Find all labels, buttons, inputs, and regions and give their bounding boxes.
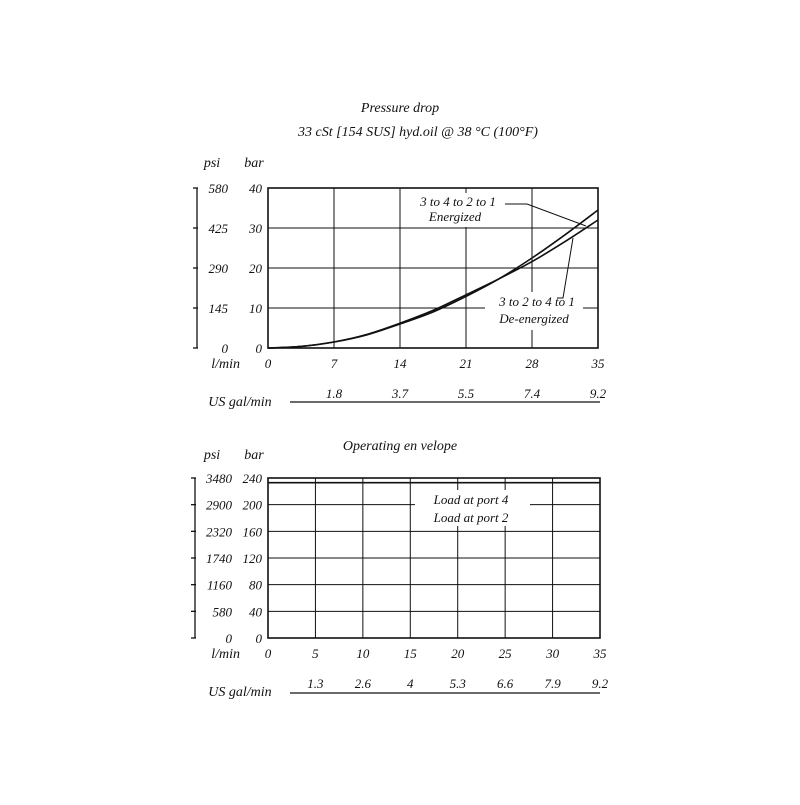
psi-tick-label: 2320 [206,524,232,540]
bar-tick-label: 20 [249,261,262,276]
x-tick-label: 0 [264,646,272,661]
gal-tick-label: 9.2 [591,676,609,691]
x-axis-label: l/min [211,647,240,662]
x2-axis-label: US gal/min [208,395,272,410]
gal-tick-label: 7.4 [523,386,541,401]
annotation-deenergized-line1: 3 to 2 to 4 to 1 [499,294,575,309]
x-tick-label: 10 [356,646,370,661]
chart-title: Operating en velope [342,439,458,454]
psi-axis-label: psi [203,448,221,463]
gal-tick-label: 1.8 [325,386,343,401]
gal-tick-label: 4 [407,676,414,691]
x-tick-label: 30 [546,646,560,661]
x-tick-label: 25 [498,646,512,661]
x-tick-label: 35 [591,356,605,371]
x-tick-label: 15 [403,646,417,661]
annotation-port4: Load at port 4 [433,492,509,507]
psi-tick-label: 290 [208,261,228,276]
bar-axis-label: bar [244,156,264,171]
x-axis-label: l/min [211,357,240,372]
chart-subtitle: 33 cSt [154 SUS] hyd.oil @ 38 °C (100°F) [298,125,538,140]
gal-tick-label: 5.5 [457,386,475,401]
annotation-port2: Load at port 2 [433,510,509,525]
psi-tick-label: 1160 [206,577,232,593]
bar-tick-label: 10 [249,301,262,316]
annotation-energized-line1: 3 to 4 to 2 to 1 [420,194,496,209]
x-tick-label: 5 [312,646,319,661]
x-tick-label: 20 [451,646,465,661]
bar-tick-label: 200 [242,497,262,513]
leader-line-energized [505,204,586,226]
bar-tick-label: 40 [249,181,262,196]
gal-tick-label: 9.2 [589,386,607,401]
x-tick-label: 7 [330,356,338,371]
annotation-energized-line2: Energized [428,209,482,224]
psi-tick-label: 425 [208,221,228,236]
gal-tick-label: 5.3 [449,676,466,691]
x-tick-label: 35 [593,646,607,661]
chart-title: Pressure drop [360,101,440,116]
bar-tick-label: 30 [249,221,262,236]
bar-tick-label: 0 [255,341,262,356]
psi-tick-label: 2900 [206,497,232,513]
psi-tick-label: 1740 [206,551,232,566]
gal-tick-label: 3.7 [391,386,409,401]
bar-tick-label: 160 [242,524,262,540]
psi-tick-label: 580 [212,604,232,620]
psi-tick-label: 0 [225,631,232,646]
psi-tick-label: 0 [221,341,228,356]
bar-axis-label: bar [244,448,264,463]
gal-tick-label: 1.3 [307,676,324,691]
psi-axis-label: psi [203,156,221,171]
x-tick-label: 21 [459,356,473,371]
gal-tick-label: 2.6 [354,676,371,691]
gal-tick-label: 6.6 [497,676,514,691]
x-tick-label: 0 [264,356,272,371]
bar-tick-label: 40 [249,604,262,620]
x-tick-label: 14 [393,356,407,371]
psi-tick-label: 145 [208,301,228,316]
psi-tick-label: 580 [208,181,228,196]
x2-axis-label: US gal/min [208,685,272,700]
bar-tick-label: 0 [255,631,262,646]
bar-tick-label: 240 [242,471,262,486]
gal-tick-label: 7.9 [544,676,561,691]
bar-tick-label: 120 [242,551,262,566]
annotation-deenergized-line2: De-energized [499,311,569,326]
x-tick-label: 28 [525,356,539,371]
bar-tick-label: 80 [249,577,262,593]
psi-tick-label: 3480 [206,471,232,486]
